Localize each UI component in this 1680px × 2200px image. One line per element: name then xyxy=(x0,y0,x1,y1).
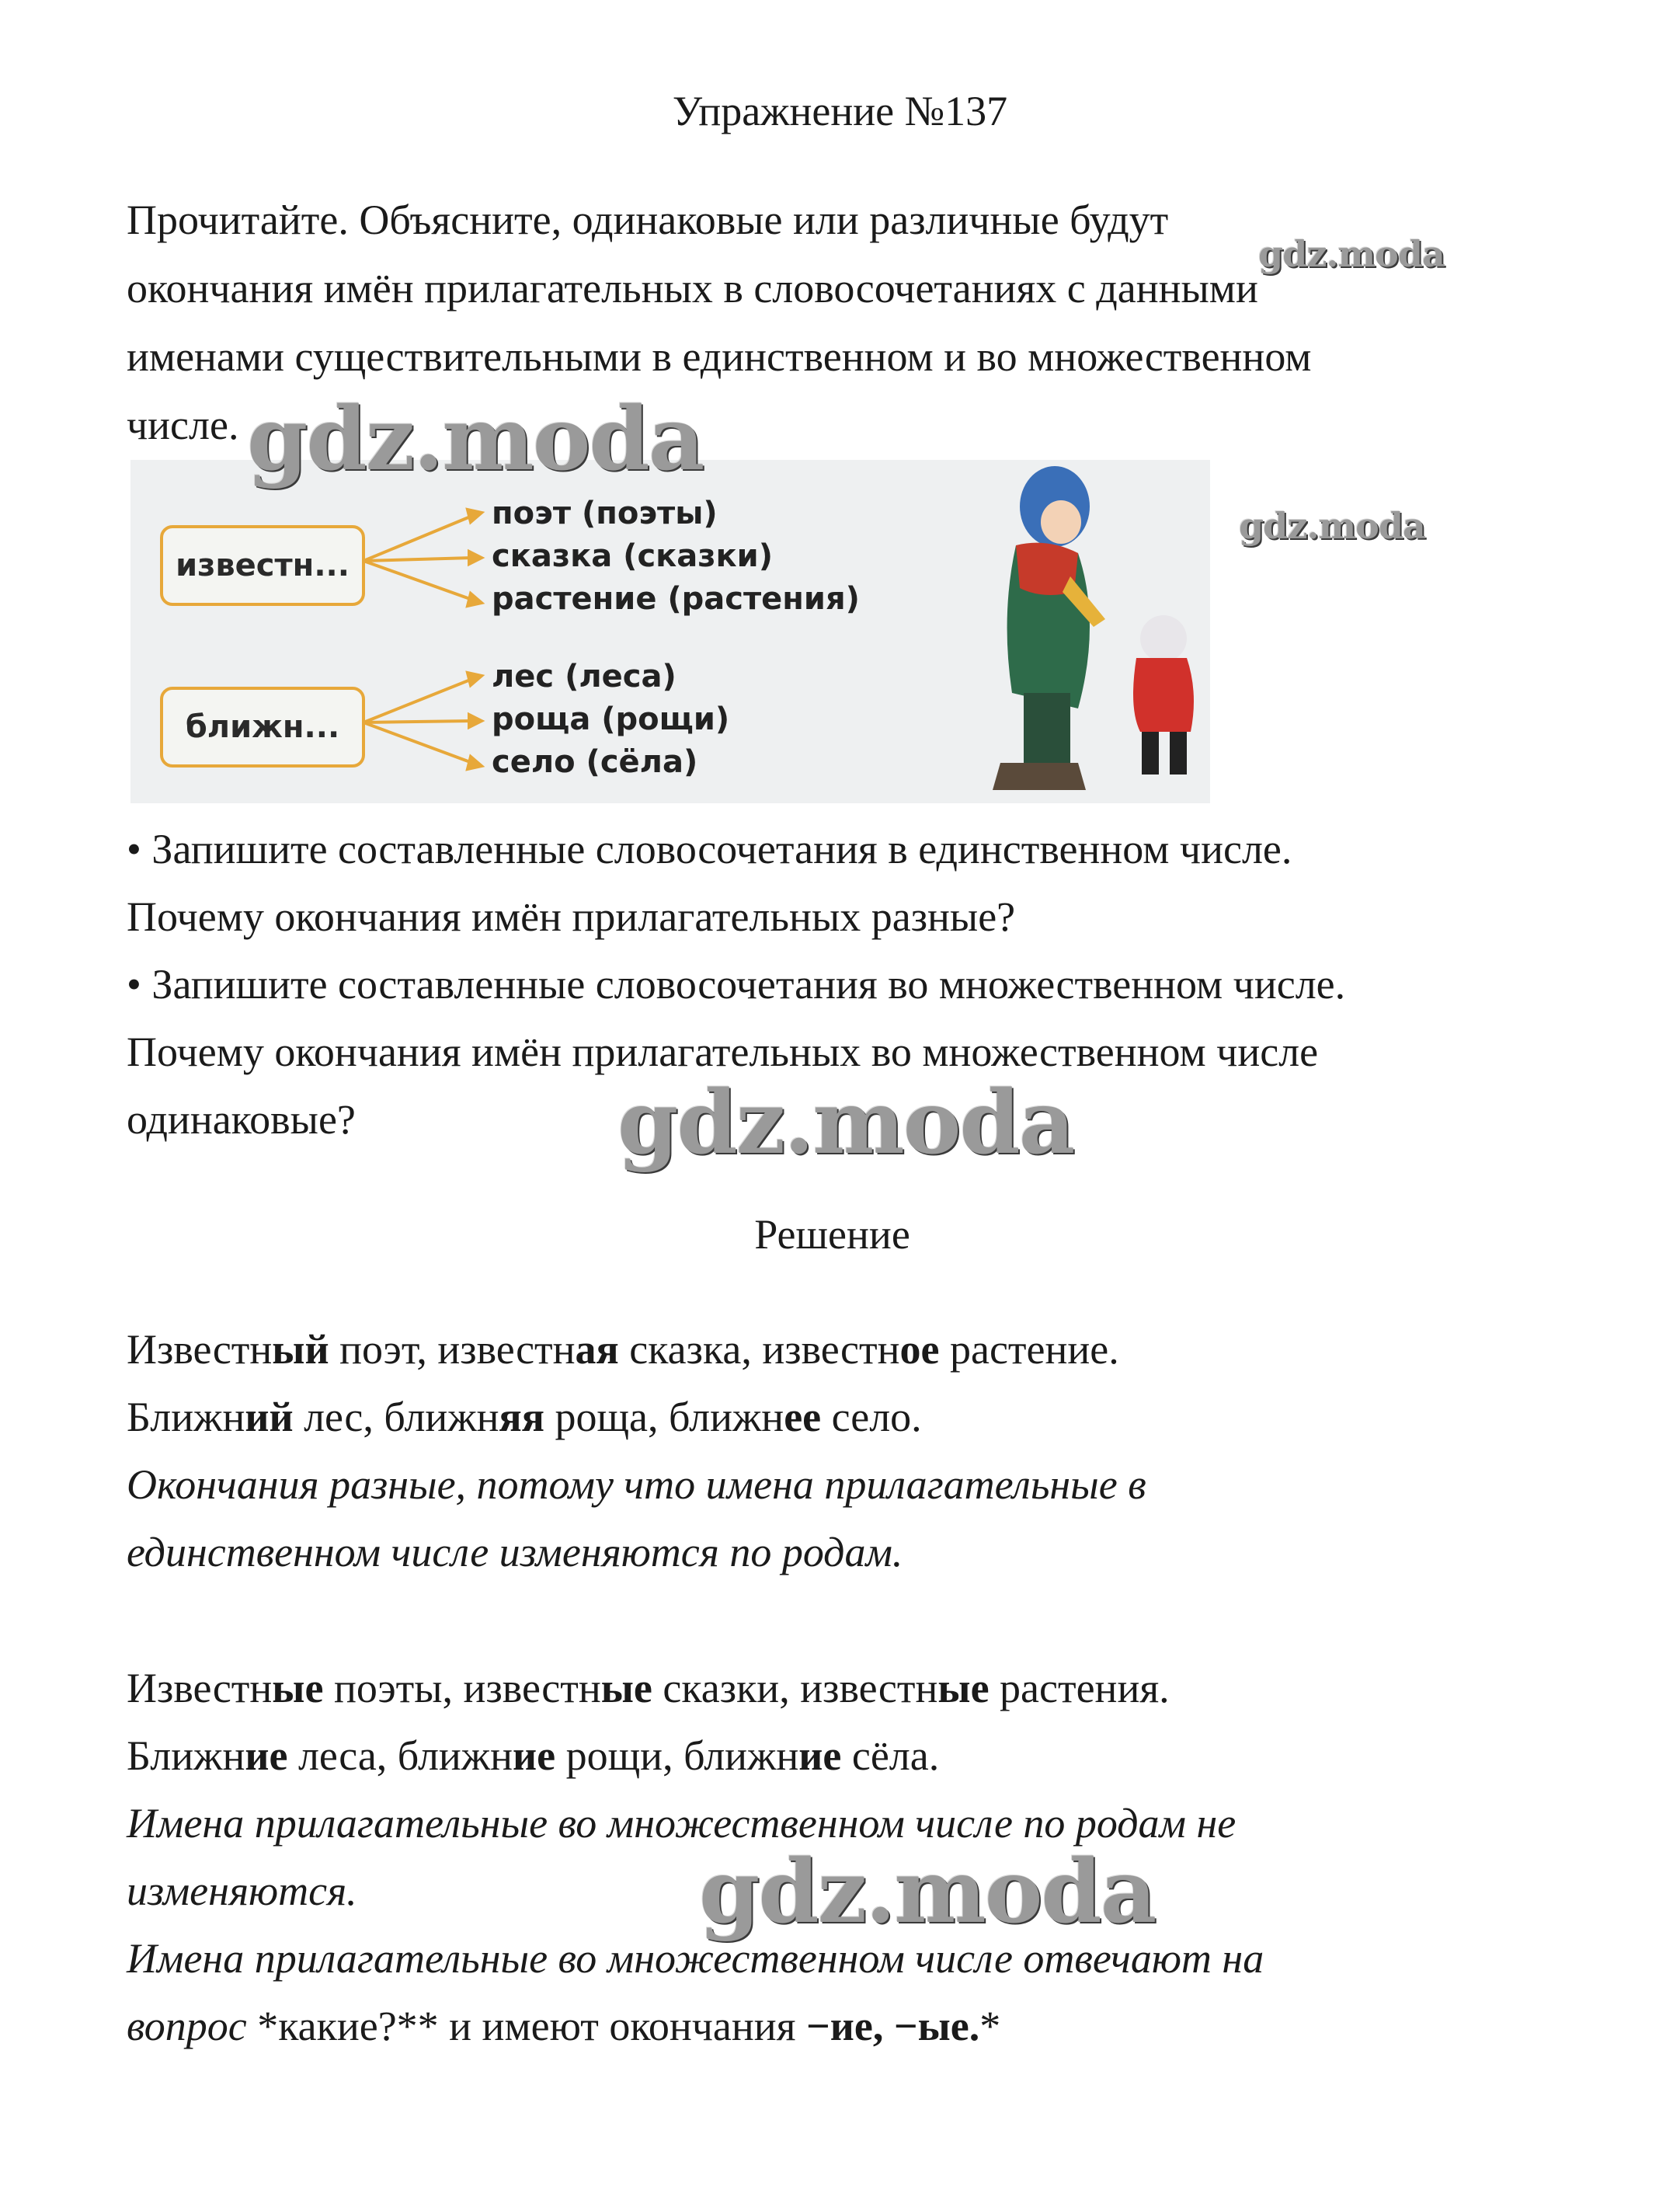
task-line: окончания имён прилагательных в словосочетаниях с данными xyxy=(127,265,1258,312)
task-line: Почему окончания имён прилагательных разные? xyxy=(127,893,1016,940)
watermark: gdz.moda xyxy=(699,1841,1156,1943)
watermark: gdz.moda xyxy=(1258,233,1445,275)
watermark: gdz.moda xyxy=(247,388,704,490)
task-bullet: • Запишите составленные словосочетания во множественном числе. xyxy=(127,961,1346,1008)
task-line: числе. xyxy=(127,402,239,448)
noun-word: сказка (сказки) xyxy=(492,538,773,574)
task-line: Прочитайте. Объясните, одинаковые или различные будут xyxy=(127,197,1169,243)
noun-word: растение (растения) xyxy=(492,581,860,617)
illustration-figure xyxy=(993,466,1194,790)
noun-word: поэт (поэты) xyxy=(492,496,718,531)
watermark: gdz.moda xyxy=(1239,505,1425,547)
solution-heading: Решение xyxy=(754,1211,910,1258)
solution-note: Имена прилагательные во множественном числе по родам не xyxy=(127,1800,1237,1847)
solution-note: Имена прилагательные во множественном числе отвечают на xyxy=(127,1935,1264,1982)
textbook-figure xyxy=(130,460,1210,803)
solution-note: единственном числе изменяются по родам. xyxy=(127,1529,903,1575)
solution-plural-2: Ближние леса, ближние рощи, ближние сёла. xyxy=(127,1732,940,1779)
noun-word: лес (леса) xyxy=(492,659,677,694)
noun-word: село (сёла) xyxy=(492,744,698,780)
solution-singular-2: Ближний лес, ближняя роща, ближнее село. xyxy=(127,1394,922,1440)
adjective-stem-box-2: ближн... xyxy=(160,687,365,768)
noun-word: роща (рощи) xyxy=(492,701,730,737)
page-title: Упражнение №137 xyxy=(672,88,1008,134)
task-bullet: • Запишите составленные словосочетания в единственном числе. xyxy=(127,826,1292,872)
task-line: именами существительными в единственном и во множественном xyxy=(127,333,1312,380)
solution-singular-1: Известный поэт, известная сказка, известное растение. xyxy=(127,1326,1119,1373)
adjective-stem-box-1: известн... xyxy=(160,525,365,606)
task-line: одинаковые? xyxy=(127,1096,356,1143)
solution-note: изменяются. xyxy=(127,1868,357,1914)
solution-plural-1: Известные поэты, известные сказки, известные растения. xyxy=(127,1665,1170,1711)
watermark: gdz.moda xyxy=(617,1072,1074,1174)
solution-note: Окончания разные, потому что имена прилагательные в xyxy=(127,1461,1146,1508)
solution-note: вопрос *какие?** и имеют окончания −ие, −ые.* xyxy=(127,2003,1001,2049)
task-line: Почему окончания имён прилагательных во множественном числе xyxy=(127,1029,1319,1075)
